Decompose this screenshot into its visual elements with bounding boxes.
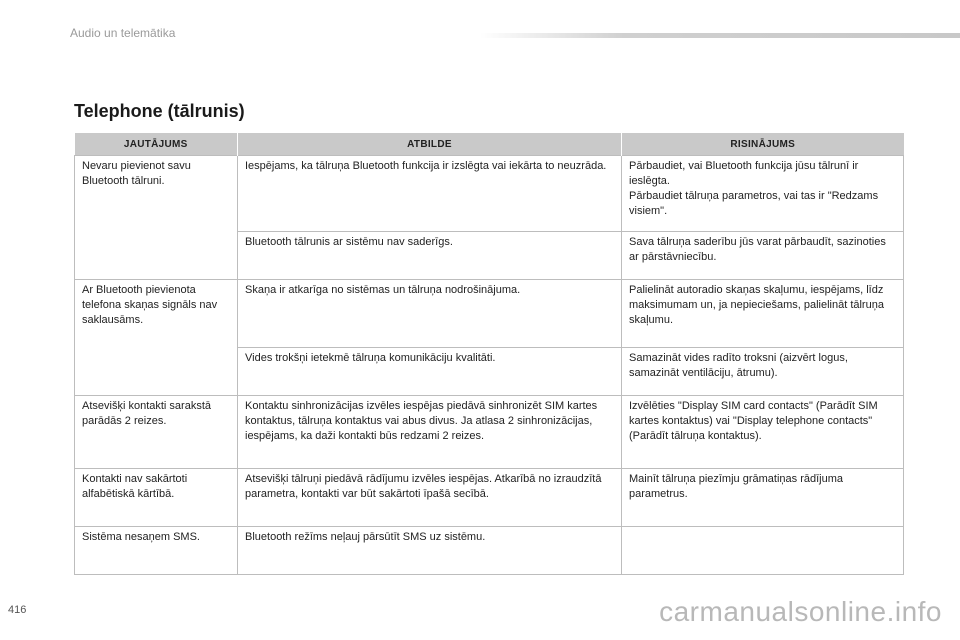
table-row — [75, 469, 904, 527]
table-row — [75, 396, 904, 469]
question-cell: Kontakti nav sakārtoti alfabētiskā kārtībā. — [75, 469, 238, 527]
watermark[interactable]: carmanualsonline.info — [659, 596, 942, 627]
answer-cell: Atsevišķi tālruņi piedāvā rādījumu izvēles iespējas. Atkarībā no izraudzītā parametra, kontakti var būt sakārtoti īpašā secībā. — [238, 469, 622, 527]
answer-cell: Skaņa ir atkarīga no sistēmas un tālruņa nodrošinājuma. — [238, 280, 622, 348]
answer-cell: Kontaktu sinhronizācijas izvēles iespējas piedāvā sinhronizēt SIM kartes kontaktus, tālruņa kontaktus vai abus divus. Ja atlasa 2 sinhronizācijas, iespējams, ka daži kontakti būs redzami 2 reizes. — [238, 396, 622, 469]
solution-cell: Pārbaudiet, vai Bluetooth funkcija jūsu tālrunī ir ieslēgta. Pārbaudiet tālruņa parametros, vai tas ir "Redzams visiem". — [622, 156, 904, 232]
solution-cell: Izvēlēties "Display SIM card contacts" (Parādīt SIM kartes kontaktus) vai "Display telephone contacts" (Parādīt tālruņa kontaktus). — [622, 396, 904, 469]
column-header-question: JAUTĀJUMS — [75, 133, 238, 156]
table-row — [75, 156, 904, 232]
column-header-solution: RISINĀJUMS — [622, 133, 904, 156]
table-row — [75, 280, 904, 348]
solution-cell: Mainīt tālruņa piezīmju grāmatiņas rādījuma parametrus. — [622, 469, 904, 527]
page-title: Telephone (tālrunis) — [74, 101, 245, 121]
solution-cell: Palielināt autoradio skaņas skaļumu, iespējams, līdz maksimumam un, ja nepieciešams, palielināt tālruņa skaļumu. — [622, 280, 904, 348]
header-rule — [480, 33, 960, 38]
column-header-answer: ATBILDE — [238, 133, 622, 156]
table-header-row — [75, 133, 904, 156]
answer-cell: Bluetooth režīms neļauj pārsūtīt SMS uz sistēmu. — [238, 527, 622, 575]
page-number: 416 — [8, 604, 27, 616]
troubleshooting-table — [74, 133, 904, 575]
section-header: Audio un telemātika — [70, 26, 176, 40]
table-row — [75, 527, 904, 575]
question-cell: Atsevišķi kontakti sarakstā parādās 2 reizes. — [75, 396, 238, 469]
answer-cell: Vides trokšņi ietekmē tālruņa komunikāciju kvalitāti. — [238, 348, 622, 396]
solution-cell — [622, 527, 904, 575]
question-cell: Ar Bluetooth pievienota telefona skaņas signāls nav saklausāms. — [75, 280, 238, 396]
answer-cell: Bluetooth tālrunis ar sistēmu nav saderīgs. — [238, 232, 622, 280]
solution-cell: Sava tālruņa saderību jūs varat pārbaudīt, sazinoties ar pārstāvniecību. — [622, 232, 904, 280]
question-cell: Nevaru pievienot savu Bluetooth tālruni. — [75, 156, 238, 280]
question-cell: Sistēma nesaņem SMS. — [75, 527, 238, 575]
answer-cell: Iespējams, ka tālruņa Bluetooth funkcija ir izslēgta vai iekārta to neuzrāda. — [238, 156, 622, 232]
solution-cell: Samazināt vides radīto troksni (aizvērt logus, samazināt ventilāciju, ātrumu). — [622, 348, 904, 396]
